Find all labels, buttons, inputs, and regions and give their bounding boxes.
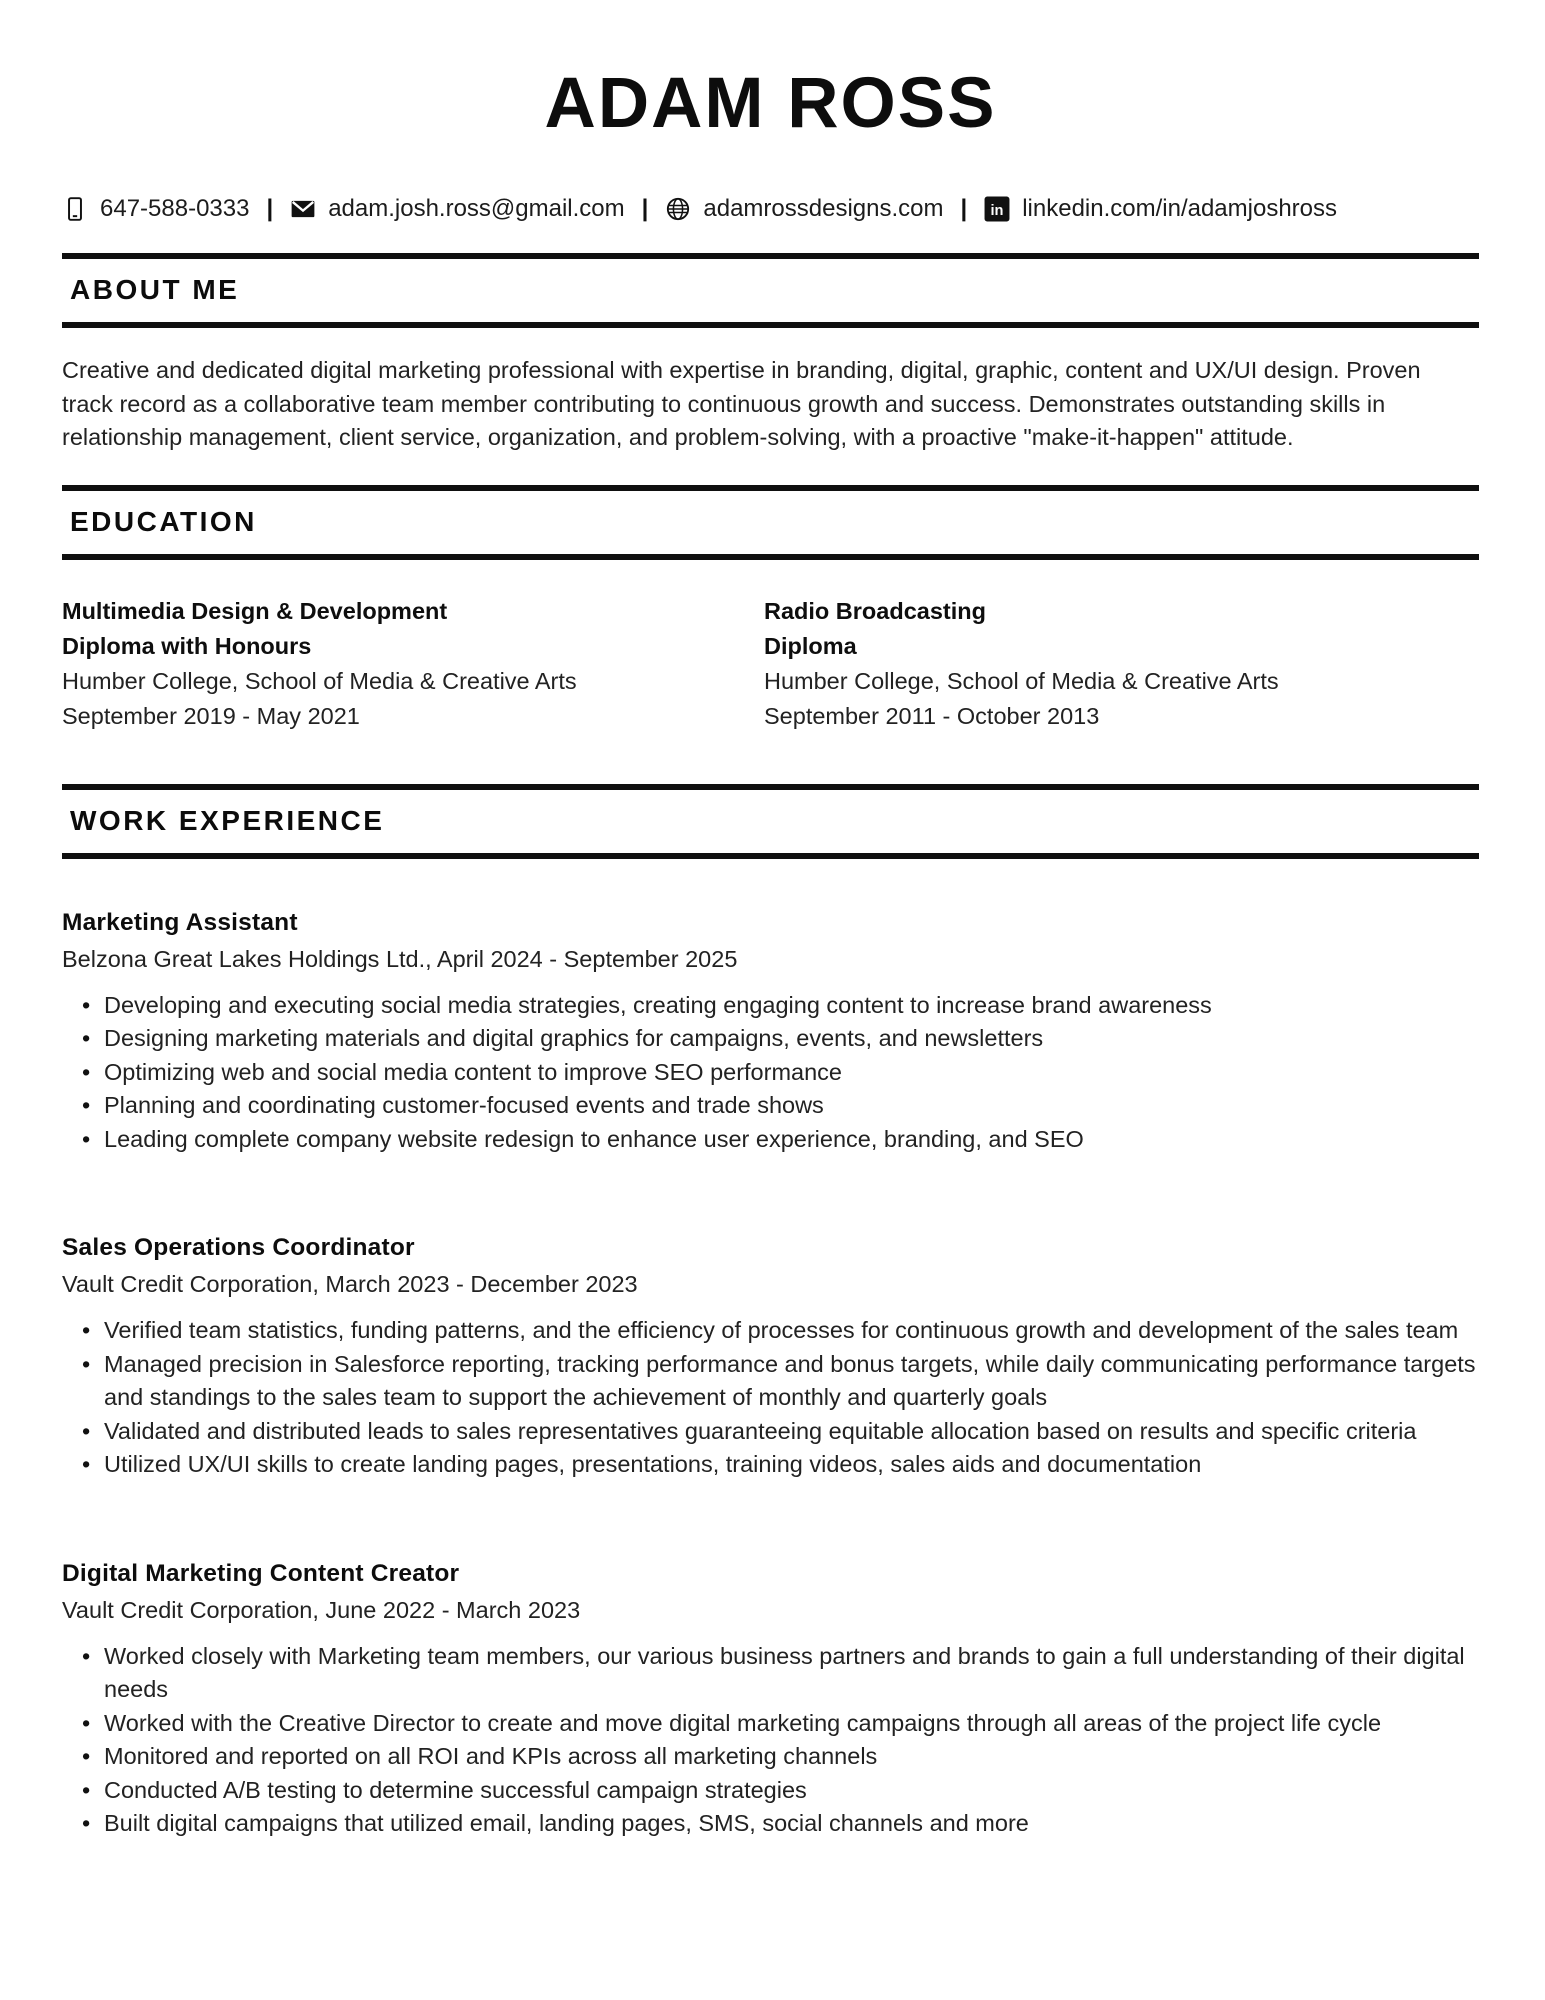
program-name: Multimedia Design & Development [62,597,448,624]
about-paragraph: Creative and dedicated digital marketing professional with expertise in branding, digital, graphic, content and UX/UI design. Proven track record as a collaborative team member contributing to continuous growth and success. Demonstrates outstanding skills in relationship management, client service, organization, and problem-solving, with a proactive "make-it-happen" attitude. [62,357,1421,450]
education-grid [62,594,1479,734]
bullet-item: • Utilized UX/UI skills to create landing pages, presentations, training videos, sales aids and documentation [82,1448,1479,1482]
job-title: Marketing Assistant [62,908,298,936]
email-icon [290,196,316,222]
work-title: WORK EXPERIENCE [70,804,385,836]
contact-linkedin: linkedin.com/in/adamjoshross [1022,195,1338,222]
section-education [62,485,1479,734]
bullet-item: • Worked closely with Marketing team members, our various business partners and brands to gain a full understanding of their digital needs [82,1640,1479,1707]
job-company-line: Vault Credit Corporation, June 2022 - March 2023 [62,1596,581,1623]
bullet-item: • Leading complete company website redesign to enhance user experience, branding, and SEO [82,1123,1479,1157]
bullet-item: • Verified team statistics, funding patterns, and the efficiency of processes for continuous growth and development of the sales team [82,1314,1479,1348]
bullet-item: • Designing marketing materials and digital graphics for campaigns, events, and newsletters [82,1022,1479,1056]
header [62,64,1479,223]
contact-separator: | [960,195,968,222]
linkedin-icon [984,196,1010,222]
section-work-heading [62,784,1479,859]
education-title: EDUCATION [70,505,257,537]
bullet-item: • Worked with the Creative Director to create and move digital marketing campaigns through all areas of the project life cycle [82,1707,1479,1741]
contact-bar [62,195,1479,223]
bullet-item: • Built digital campaigns that utilized email, landing pages, SMS, social channels and more [82,1807,1479,1841]
job-bullets [62,989,1479,1157]
contact-separator: | [641,195,649,222]
section-work [62,784,1479,1841]
section-about-heading [62,253,1479,328]
globe-icon [665,196,691,222]
contact-email: adam.josh.ross@gmail.com [328,195,625,222]
contact-website: adamrossdesigns.com [703,195,944,222]
program-name: Radio Broadcasting [764,597,986,624]
job-entry [62,1560,1479,1841]
dates-line: September 2011 - October 2013 [764,702,1100,729]
credential: Diploma with Honours [62,632,312,659]
school-line: Humber College, School of Media & Creative Arts [764,667,1279,694]
section-education-heading [62,485,1479,560]
bullet-item: • Developing and executing social media strategies, creating engaging content to increase brand awareness [82,989,1479,1023]
svg-text:in: in [990,202,1004,219]
job-entry [62,909,1479,1157]
school-line: Humber College, School of Media & Creative Arts [62,667,577,694]
bullet-item: • Validated and distributed leads to sales representatives guaranteeing equitable allocation based on results and specific criteria [82,1415,1479,1449]
bullet-item: • Conducted A/B testing to determine successful campaign strategies [82,1774,1479,1808]
job-title: Sales Operations Coordinator [62,1234,415,1261]
about-title: ABOUT ME [70,274,240,305]
credential: Diploma [764,632,857,659]
bullet-item: • Managed precision in Salesforce reporting, tracking performance and bonus targets, while daily communicating performance targets and standings to the sales team to support the achievement of monthly and quarterly goals [82,1348,1479,1415]
phone-icon [62,196,88,222]
contact-separator: | [266,195,274,222]
job-company-line: Belzona Great Lakes Holdings Ltd., April 2024 - September 2025 [62,945,738,972]
dates-line: September 2019 - May 2021 [62,702,360,729]
job-bullets [62,1314,1479,1482]
page-title: ADAM ROSS [544,64,997,143]
section-about [62,253,1479,455]
education-entry [62,594,764,734]
education-entry [764,594,1479,734]
job-company-line: Vault Credit Corporation, March 2023 - December 2023 [62,1271,638,1297]
contact-phone: 647-588-0333 [100,195,250,222]
job-title: Digital Marketing Content Creator [62,1559,460,1587]
bullet-item: • Planning and coordinating customer-focused events and trade shows [82,1089,1479,1123]
bullet-item: • Optimizing web and social media content to improve SEO performance [82,1056,1479,1090]
bullet-item: • Monitored and reported on all ROI and KPIs across all marketing channels [82,1740,1479,1774]
job-entry [62,1234,1479,1482]
job-bullets [62,1640,1479,1841]
